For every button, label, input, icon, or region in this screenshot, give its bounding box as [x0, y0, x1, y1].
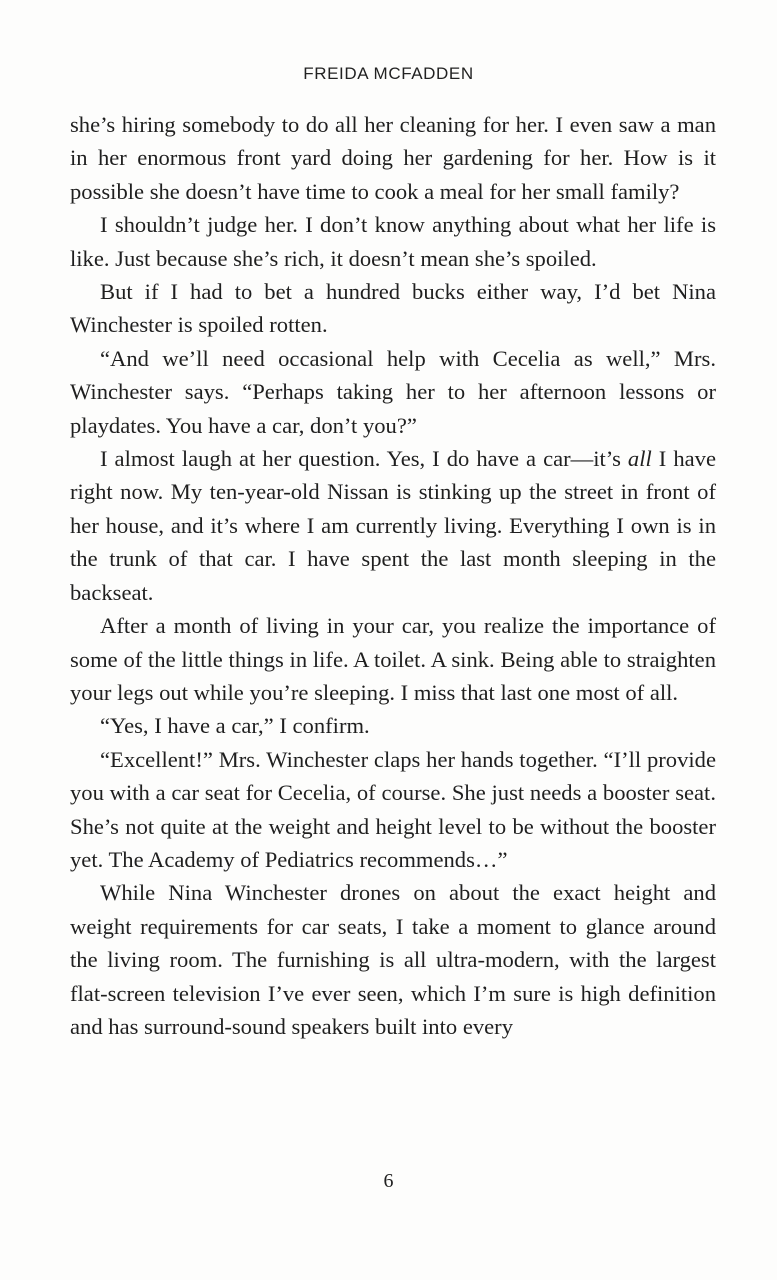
body-text	[70, 108, 716, 1043]
paragraph: “Yes, I have a car,” I confirm.	[100, 713, 370, 739]
paragraph: “And we’ll need occasional help with Cecelia as well,” Mrs. Winchester says. “Perhaps taking her to her afternoon lessons or playdates. You have a car, don’t you?”	[70, 345, 716, 438]
emphasis-text: all	[627, 446, 652, 472]
page-number: 6	[383, 1170, 394, 1192]
paragraph: After a month of living in your car, you realize the importance of some of the little things in life. A toilet. A sink. Being able to straighten your legs out while you’re sleeping. I miss that last one most of all.	[70, 613, 716, 705]
paragraph-text: I have right now. My ten-year-old Nissan is stinking up the street in front of her house, and it’s where I am currently living. Everything I own is in the trunk of that car. I have spent the last month sleeping in the backseat.	[70, 446, 716, 605]
paragraph: But if I had to bet a hundred bucks either way, I’d bet Nina Winchester is spoiled rotten.	[70, 279, 716, 338]
running-head: FREIDA MCFADDEN	[303, 64, 474, 83]
paragraph: “Excellent!” Mrs. Winchester claps her hands together. “I’ll provide you with a car seat for Cecelia, of course. She just needs a booster seat. She’s not quite at the weight and height level to be without the booster yet. The Academy of Pediatrics recommends…”	[70, 746, 716, 872]
paragraph: she’s hiring somebody to do all her cleaning for her. I even saw a man in her enormous front yard doing her gardening for her. How is it possible she doesn’t have time to cook a meal for her small family?	[70, 112, 716, 204]
paragraph: While Nina Winchester drones on about the exact height and weight requirements for car seats, I take a moment to glance around the living room. The furnishing is all ultra-modern, with the largest flat-screen television I’ve ever seen, which I’m sure is high definition and has surround-sound speakers built into every	[70, 880, 716, 1039]
paragraph	[70, 442, 716, 609]
paragraph-text: I almost laugh at her question. Yes, I do have a car—it’s	[100, 446, 628, 472]
paragraph: I shouldn’t judge her. I don’t know anything about what her life is like. Just because she’s rich, it doesn’t mean she’s spoiled.	[70, 212, 716, 271]
